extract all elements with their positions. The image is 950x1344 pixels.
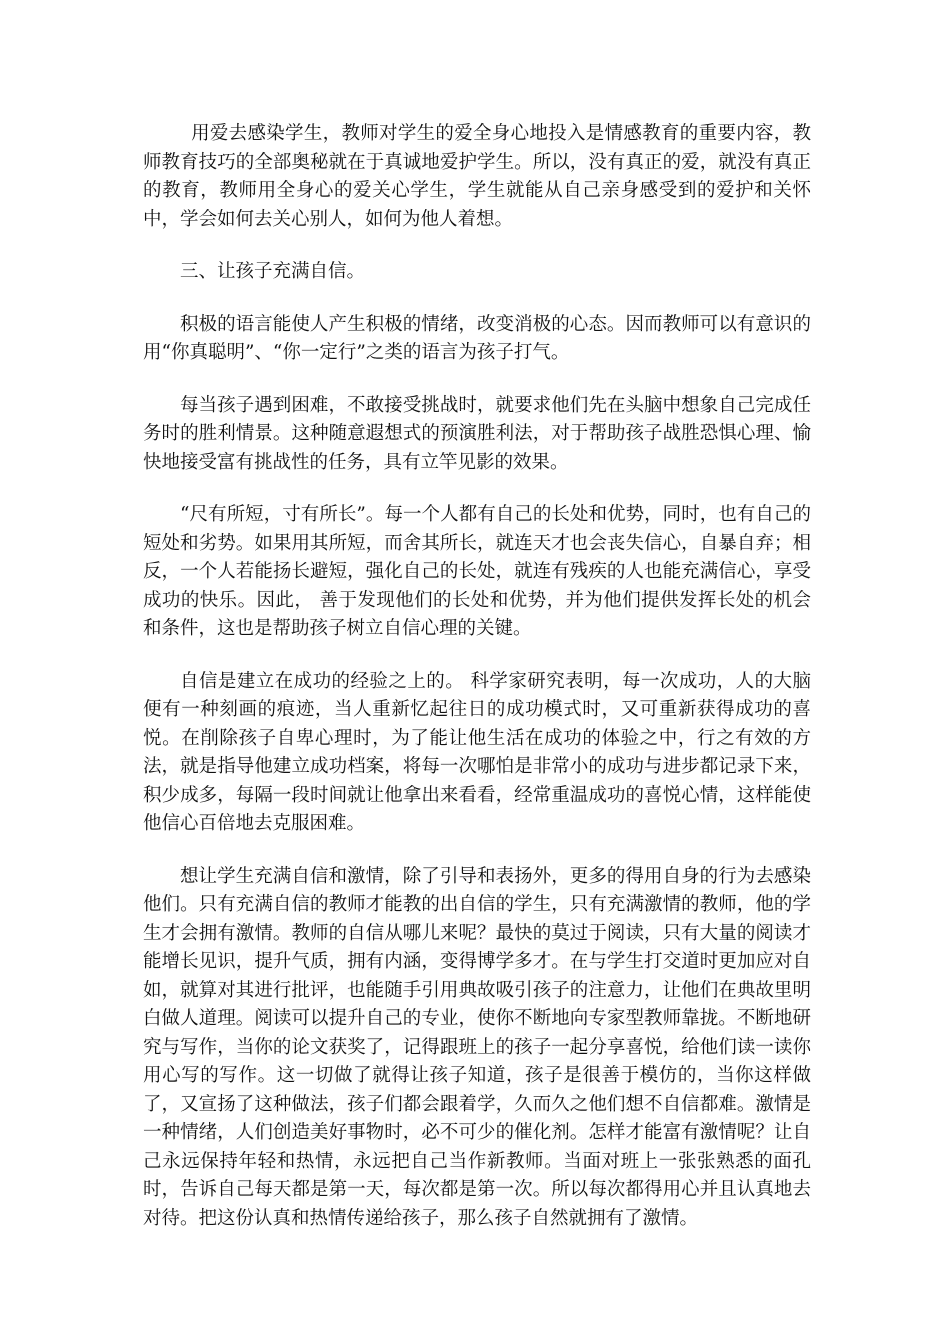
paragraph-positive-language: 积极的语言能使人产生积极的情绪，改变消极的心态。因而教师可以有意识的用“你真聪明”、“你一定行”之类的语言为孩子打气。 bbox=[143, 313, 811, 363]
paragraph-strengths: “尺有所短，寸有所长”。每一个人都有自己的长处和优势，同时，也有自己的短处和劣势。如果用其所短，而舍其所长，就连天才也会丧失信心，自暴自弃；相反，一个人若能扬长避短，强化自己的长处，就连有残疾的人也能充满信心，享受成功的快乐。因此， 善于发现他们的长处和优势，并为他们提供发挥长处的机会和条件，这也是帮助孩子树立自信心理的关键。 bbox=[143, 504, 811, 639]
paragraph-love-infection: 用爱去感染学生，教师对学生的爱全身心地投入是情感教育的重要内容，教师教育技巧的全部奥秘就在于真诚地爱护学生。所以，没有真正的爱，就没有真正的教育，教师用全身心的爱关心学生，学生就能从自己亲身感受到的爱护和关怀中，学会如何去关心别人，如何为他人着想。 bbox=[143, 123, 811, 230]
document-body bbox=[143, 120, 811, 1257]
paragraph-visualize-success: 每当孩子遇到困难，不敢接受挑战时，就要求他们先在头脑中想象自己完成任务时的胜利情景。这种随意遐想式的预演胜利法，对于帮助孩子战胜恐惧心理、愉快地接受富有挑战性的任务，具有立竿见影的效果。 bbox=[143, 394, 811, 473]
paragraph-teacher-passion: 想让学生充满自信和激情，除了引导和表扬外，更多的得用自身的行为去感染他们。只有充满自信的教师才能教的出自信的学生，只有充满激情的教师，他的学生才会拥有激情。教师的自信从哪儿来呢？最快的莫过于阅读，只有大量的阅读才能增长见识，提升气质，拥有内涵，变得博学多才。在与学生打交道时更加应对自如，就算对其进行批评，也能随手引用典故吸引孩子的注意力，让他们在典故里明白做人道理。阅读可以提升自己的专业，使你不断地向专家型教师靠拢。不断地研究与写作，当你的论文获奖了，记得跟班上的孩子一起分享喜悦，给他们读一读你用心写的写作。这一切做了就得让孩子知道，孩子是很善于模仿的，当你这样做了，又宣扬了这种做法，孩子们都会跟着学，久而久之他们想不自信都难。激情是一种情绪，人们创造美好事物时，必不可少的催化剂。怎样才能富有激情呢？让自己永远保持年轻和热情，永远把自己当作新教师。当面对班上一张张熟悉的面孔时，告诉自己每天都是第一天，每次都是第一次。所以每次都得用心并且认真地去对待。把这份认真和热情传递给孩子，那么孩子自然就拥有了激情。 bbox=[143, 865, 811, 1229]
paragraph-success-archive: 自信是建立在成功的经验之上的。 科学家研究表明，每一次成功，人的大脑便有一种刻画的痕迹，当人重新忆起往日的成功模式时，又可重新获得成功的喜悦。在削除孩子自卑心理时，为了能让他生活在成功的体验之中，行之有效的方法，就是指导他建立成功档案，将每一次哪怕是非常小的成功与进步都记录下来，积少成多，每隔一段时间就让他拿出来看看，经常重温成功的喜悦心情，这样能使他信心百倍地去克服困难。 bbox=[143, 670, 811, 834]
section-heading-confidence: 三、让孩子充满自信。 bbox=[180, 261, 366, 282]
